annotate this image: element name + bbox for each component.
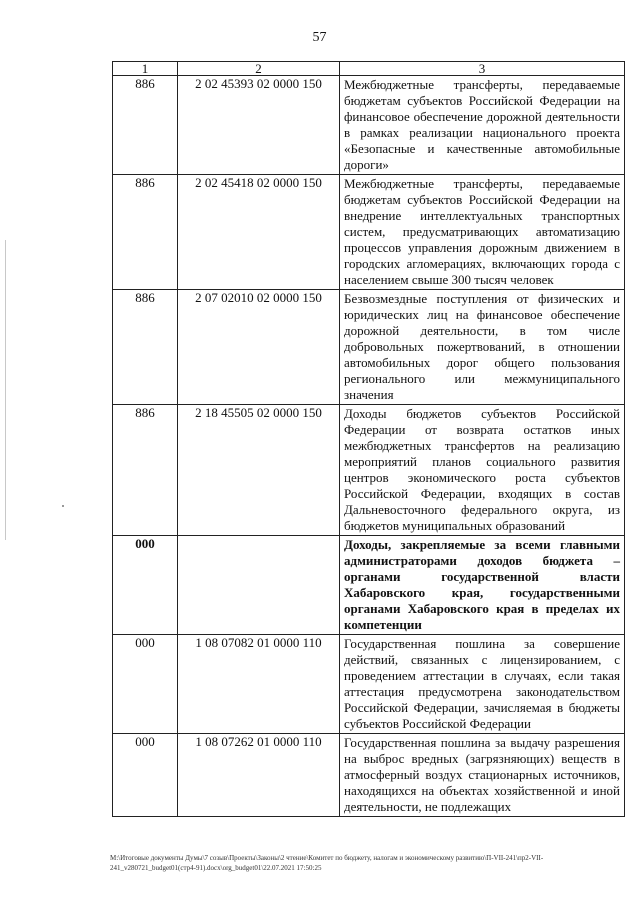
admin-code-cell: 000 [113,734,178,817]
income-name-cell: Доходы, закрепляемые за всеми главными администраторами доходов бюджета – органами государственной власти Хабаровского края, государственными органами Хабаровского края в пределах их компетенции [340,536,625,635]
income-name-cell: Межбюджетные трансферты, передаваемые бюджетам субъектов Российской Федерации на финансовое обеспечение дорожной деятельности в рамках реализации национального проекта «Безопасные и качественные автомобильные дороги» [340,76,625,175]
table-body [113,76,625,817]
table-row [113,635,625,734]
kbk-code-cell: 1 08 07262 01 0000 110 [178,734,340,817]
kbk-code-cell [178,536,340,635]
kbk-code-cell: 2 07 02010 02 0000 150 [178,290,340,405]
admin-code-cell: 000 [113,635,178,734]
scan-artifact-line [5,240,6,540]
table-row [113,536,625,635]
income-name-cell: Безвозмездные поступления от физических и юридических лиц на финансовое обеспечение дорожной деятельности, в том числе добровольных пожертвований, в отношении автомобильных дорог общего пользования регионального или межмуниципального значения [340,290,625,405]
table-header-row [113,62,625,76]
kbk-code-cell: 2 18 45505 02 0000 150 [178,405,340,536]
kbk-code-cell: 2 02 45393 02 0000 150 [178,76,340,175]
admin-code-cell: 886 [113,290,178,405]
header-col-3: 3 [340,62,625,76]
table-row [113,734,625,817]
income-name-cell: Государственная пошлина за совершение действий, связанных с лицензированием, с проведением аттестации в случаях, если такая аттестация предусмотрена законодательством Российской Федерации, зачисляемая в бюджеты субъектов Российской Федерации [340,635,625,734]
income-name-cell: Доходы бюджетов субъектов Российской Федерации от возврата остатков иных межбюджетных трансфертов на реализацию мероприятий планов социального развития центров экономического роста субъектов Российской Федерации, входящих в состав Дальневосточного федерального округа, из бюджетов муниципальных образований [340,405,625,536]
revenue-codes-table [112,61,625,817]
table-row [113,405,625,536]
admin-code-cell: 886 [113,76,178,175]
income-name-cell: Государственная пошлина за выдачу разрешения на выброс вредных (загрязняющих) веществ в атмосферный воздух стационарных источников, находящихся на объектах хозяйственной и иной деятельности, не подлежащих [340,734,625,817]
kbk-code-cell: 1 08 07082 01 0000 110 [178,635,340,734]
scan-artifact-dot [62,505,64,507]
income-name-cell: Межбюджетные трансферты, передаваемые бюджетам субъектов Российской Федерации на внедрение интеллектуальных транспортных систем, предусматривающих автоматизацию процессов управления дорожным движением в городских агломерациях, включающих города с населением свыше 300 тысяч человек [340,175,625,290]
header-col-2: 2 [178,62,340,76]
table-row [113,76,625,175]
kbk-code-cell: 2 02 45418 02 0000 150 [178,175,340,290]
header-col-1: 1 [113,62,178,76]
page-number: 57 [312,30,327,45]
admin-code-cell: 886 [113,405,178,536]
table-row [113,175,625,290]
admin-code-cell: 000 [113,536,178,635]
admin-code-cell: 886 [113,175,178,290]
footer-file-path: М:\Итоговые документы Думы\7 созыв\Проекты\Законы\2 чтение\Комитет по бюджету, налогам и экономическому развитию\П-VII-241\пр2-VII-241_v280721_budget01(стр4-91).docx\org_budget01\22.07.2021 17:50:25 [110,854,544,872]
table-row [113,290,625,405]
